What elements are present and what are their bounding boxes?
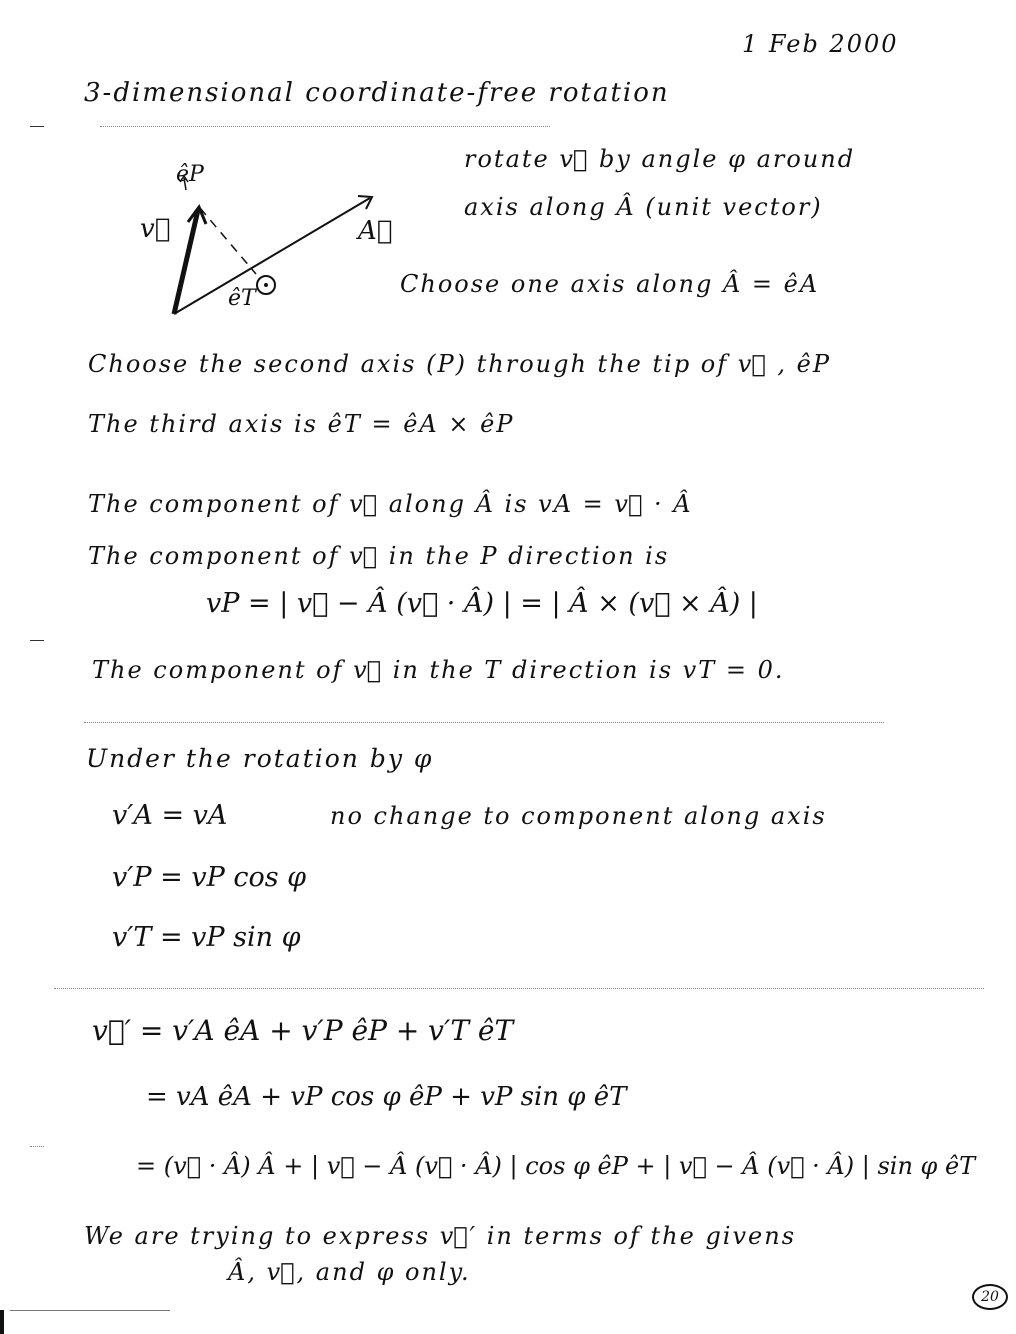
rotation-header: Under the rotation by φ	[86, 744, 434, 773]
footer-line-2: Â, v⃗, and φ only.	[228, 1258, 471, 1286]
page-title: 3-dimensional coordinate-free rotation	[84, 78, 670, 108]
margin-tick	[30, 640, 44, 641]
second-axis-line: Choose the second axis (P) through the tip of v⃗ , êP	[88, 350, 831, 378]
component-p-direction: The component of v⃗ in the P direction is	[88, 542, 670, 570]
rotation-eq-2: v′P = vP cos φ	[112, 862, 307, 893]
result-eq-2: = vA êA + vP cos φ êP + vP sin φ êT	[146, 1082, 627, 1112]
result-eq-1: v⃗′ = v′A êA + v′P êP + v′T êT	[92, 1014, 514, 1047]
label-ep: êP	[176, 162, 204, 187]
label-v: v⃗	[140, 214, 171, 244]
intro-line-2: axis along Â (unit vector)	[464, 193, 823, 221]
result-eq-3: = (v⃗ · Â) Â + | v⃗ − Â (v⃗ · Â) | cos φ êP + | v⃗ − Â (v⃗ · Â) | sin φ êT	[136, 1152, 976, 1180]
bottom-edge-rule	[10, 1310, 170, 1311]
intro-line-3: Choose one axis along Â = êA	[400, 270, 820, 298]
label-A: A⃗	[358, 216, 393, 246]
component-t-direction: The component of v⃗ in the T direction is vT = 0.	[92, 656, 785, 684]
divider-rule	[30, 1146, 44, 1147]
divider-rule	[84, 722, 884, 723]
footer-line-1: We are trying to express v⃗′ in terms of the givens	[84, 1222, 797, 1250]
third-axis-line: The third axis is êT = êA × êP	[88, 410, 515, 438]
margin-tick	[30, 126, 44, 127]
page-date: 1 Feb 2000	[742, 30, 899, 58]
component-along-A: The component of v⃗ along Â is vA = v⃗ · Â	[88, 490, 693, 518]
scan-edge-mark	[0, 1310, 4, 1334]
perpendicular-dashed-line	[200, 208, 256, 274]
rotation-eq-3: v′T = vP sin φ	[112, 922, 301, 953]
page-number: 20	[972, 1284, 1008, 1310]
vp-formula: vP = | v⃗ − Â (v⃗ · Â) | = | Â × (v⃗ × Â) |	[206, 588, 758, 619]
rotation-eq-1-note: no change to component along axis	[330, 802, 827, 830]
vector-v-line	[174, 210, 198, 314]
intro-line-1: rotate v⃗ by angle φ around	[464, 145, 856, 173]
rotation-eq-1: v′A = vA	[112, 800, 228, 831]
label-eT: êT	[228, 286, 256, 311]
divider-rule	[100, 126, 550, 127]
divider-rule	[54, 988, 984, 989]
eT-out-of-page-dot	[264, 283, 268, 287]
